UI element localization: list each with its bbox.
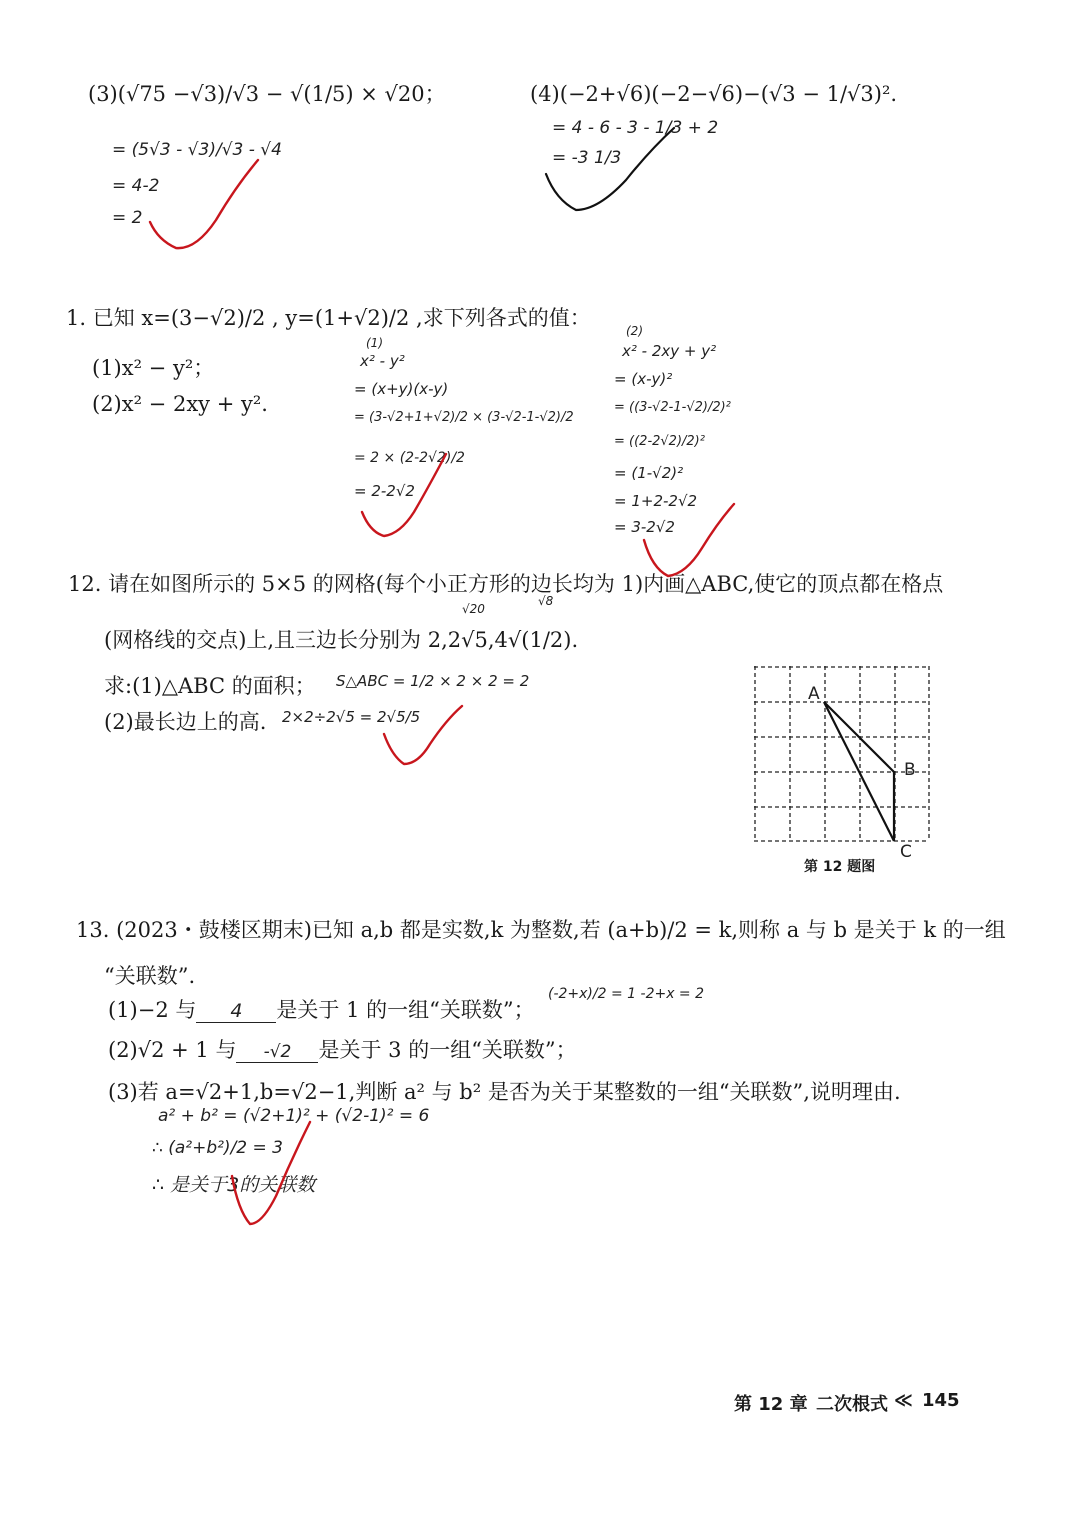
- q12-answer-2: 2×2÷2√5 = 2√5/5: [282, 708, 421, 726]
- q13-stem-line-2: “关联数”.: [104, 964, 196, 988]
- q11-work1-line-2: = (x+y)(x-y): [354, 380, 449, 398]
- q13-p1-scratch: (-2+x)/2 = 1 -2+x = 2: [548, 986, 705, 1002]
- q12-annot-sqrt20: √20: [462, 602, 485, 616]
- q13-work-line-3: ∴ 是关于3的关联数: [152, 1174, 316, 1196]
- q13-p2-before: (2)√2 + 1 与: [108, 1038, 237, 1062]
- problem-4-work-line-1: = 4 - 6 - 3 - 1/3 + 2: [552, 118, 719, 138]
- vertex-c-label: C: [900, 842, 912, 862]
- q13-p2-after: 是关于 3 的一组“关联数”；: [318, 1038, 577, 1062]
- q13-p1-before: (1)−2 与: [108, 998, 197, 1022]
- q11-work1-line-0: (1): [366, 336, 383, 350]
- q11-work1-line-5: = 2-2√2: [354, 482, 415, 500]
- q13-stem-line-1: 13. (2023・鼓楼区期末)已知 a,b 都是实数,k 为整数,若 (a+b)/2 = k,则称 a 与 b 是关于 k 的一组: [76, 918, 1006, 942]
- q11-work1-line-3: = (3-√2+1+√2)/2 × (3-√2-1-√2)/2: [354, 410, 574, 425]
- vertex-a-label: A: [808, 684, 820, 704]
- check-mark-icon: [546, 128, 674, 210]
- check-mark-icon: [644, 504, 734, 576]
- q13-work-line-2: ∴ (a²+b²)/2 = 3: [152, 1138, 283, 1158]
- q11-work2-line-2: = (x-y)²: [614, 370, 673, 388]
- q12-answer-1: S△ABC = 1/2 × 2 × 2 = 2: [336, 672, 530, 690]
- q12-ask-1: 求:(1)△ABC 的面积；: [104, 674, 316, 698]
- q13-part-2: [108, 1034, 577, 1064]
- q12-grid-figure: [754, 666, 930, 842]
- problem-3-work-line-3: = 2: [112, 208, 143, 228]
- q13-part-1: [108, 994, 535, 1024]
- q12-stem-line-2: (网格线的交点)上,且三边长分别为 2,2√5,4√(1/2).: [104, 628, 579, 652]
- problem-4-work-line-2: = -3 1/3: [552, 148, 622, 168]
- problem-4-question: (4)(−2+√6)(−2−√6)−(√3 − 1/√3)².: [530, 82, 898, 106]
- q11-work2-line-7: = 3-2√2: [614, 518, 675, 536]
- grid-svg: [754, 666, 930, 842]
- grid-lines: [754, 666, 929, 841]
- q13-p2-blank: -√2: [236, 1042, 318, 1063]
- q11-stem: 1. 已知 x=(3−√2)/2 , y=(1+√2)/2 ,求下列各式的值：: [66, 306, 591, 330]
- q11-work2-line-6: = 1+2-2√2: [614, 492, 698, 510]
- q11-work2-line-0: (2): [626, 324, 643, 338]
- footer-arrows-icon: ≪: [894, 1390, 913, 1411]
- problem-3-work-line-1: = (5√3 - √3)/√3 - √4: [112, 140, 282, 160]
- footer-title: 二次根式: [816, 1394, 888, 1415]
- footer-chapter: 第 12 章: [734, 1394, 808, 1415]
- q11-work2-line-4: = ((2-2√2)/2)²: [614, 434, 705, 449]
- q11-work2-line-5: = (1-√2)²: [614, 464, 684, 482]
- q11-work2-line-1: x² - 2xy + y²: [622, 342, 717, 360]
- problem-3-work-line-2: = 4-2: [112, 176, 160, 196]
- footer-page-number: 145: [922, 1390, 960, 1411]
- q11-work2-line-3: = ((3-√2-1-√2)/2)²: [614, 400, 731, 415]
- q12-stem-line-1: 12. 请在如图所示的 5×5 的网格(每个小正方形的边长均为 1)内画△ABC,使它的顶点都在格点: [68, 572, 944, 596]
- q13-part-3: (3)若 a=√2+1,b=√2−1,判断 a² 与 b² 是否为关于某整数的一组“关联数”,说明理由.: [108, 1080, 901, 1104]
- problem-3-question: (3)(√75 −√3)/√3 − √(1/5) × √20；: [88, 82, 446, 106]
- q13-work-line-1: a² + b² = (√2+1)² + (√2-1)² = 6: [158, 1106, 430, 1126]
- q12-annot-sqrt8: √8: [538, 594, 554, 608]
- q13-p1-blank: 4: [196, 1000, 276, 1023]
- q11-work1-line-1: x² - y²: [360, 352, 405, 370]
- check-mark-icon: [150, 160, 258, 248]
- q13-p1-after: 是关于 1 的一组“关联数”；: [276, 998, 535, 1022]
- q11-part-1: (1)x² − y²；: [92, 356, 215, 380]
- vertex-b-label: B: [904, 760, 916, 780]
- q12-figure-caption: 第 12 题图: [804, 859, 876, 875]
- q11-work1-line-4: = 2 × (2-2√2)/2: [354, 450, 465, 466]
- q11-part-2: (2)x² − 2xy + y².: [92, 392, 268, 416]
- q12-ask-2: (2)最长边上的高.: [104, 710, 267, 734]
